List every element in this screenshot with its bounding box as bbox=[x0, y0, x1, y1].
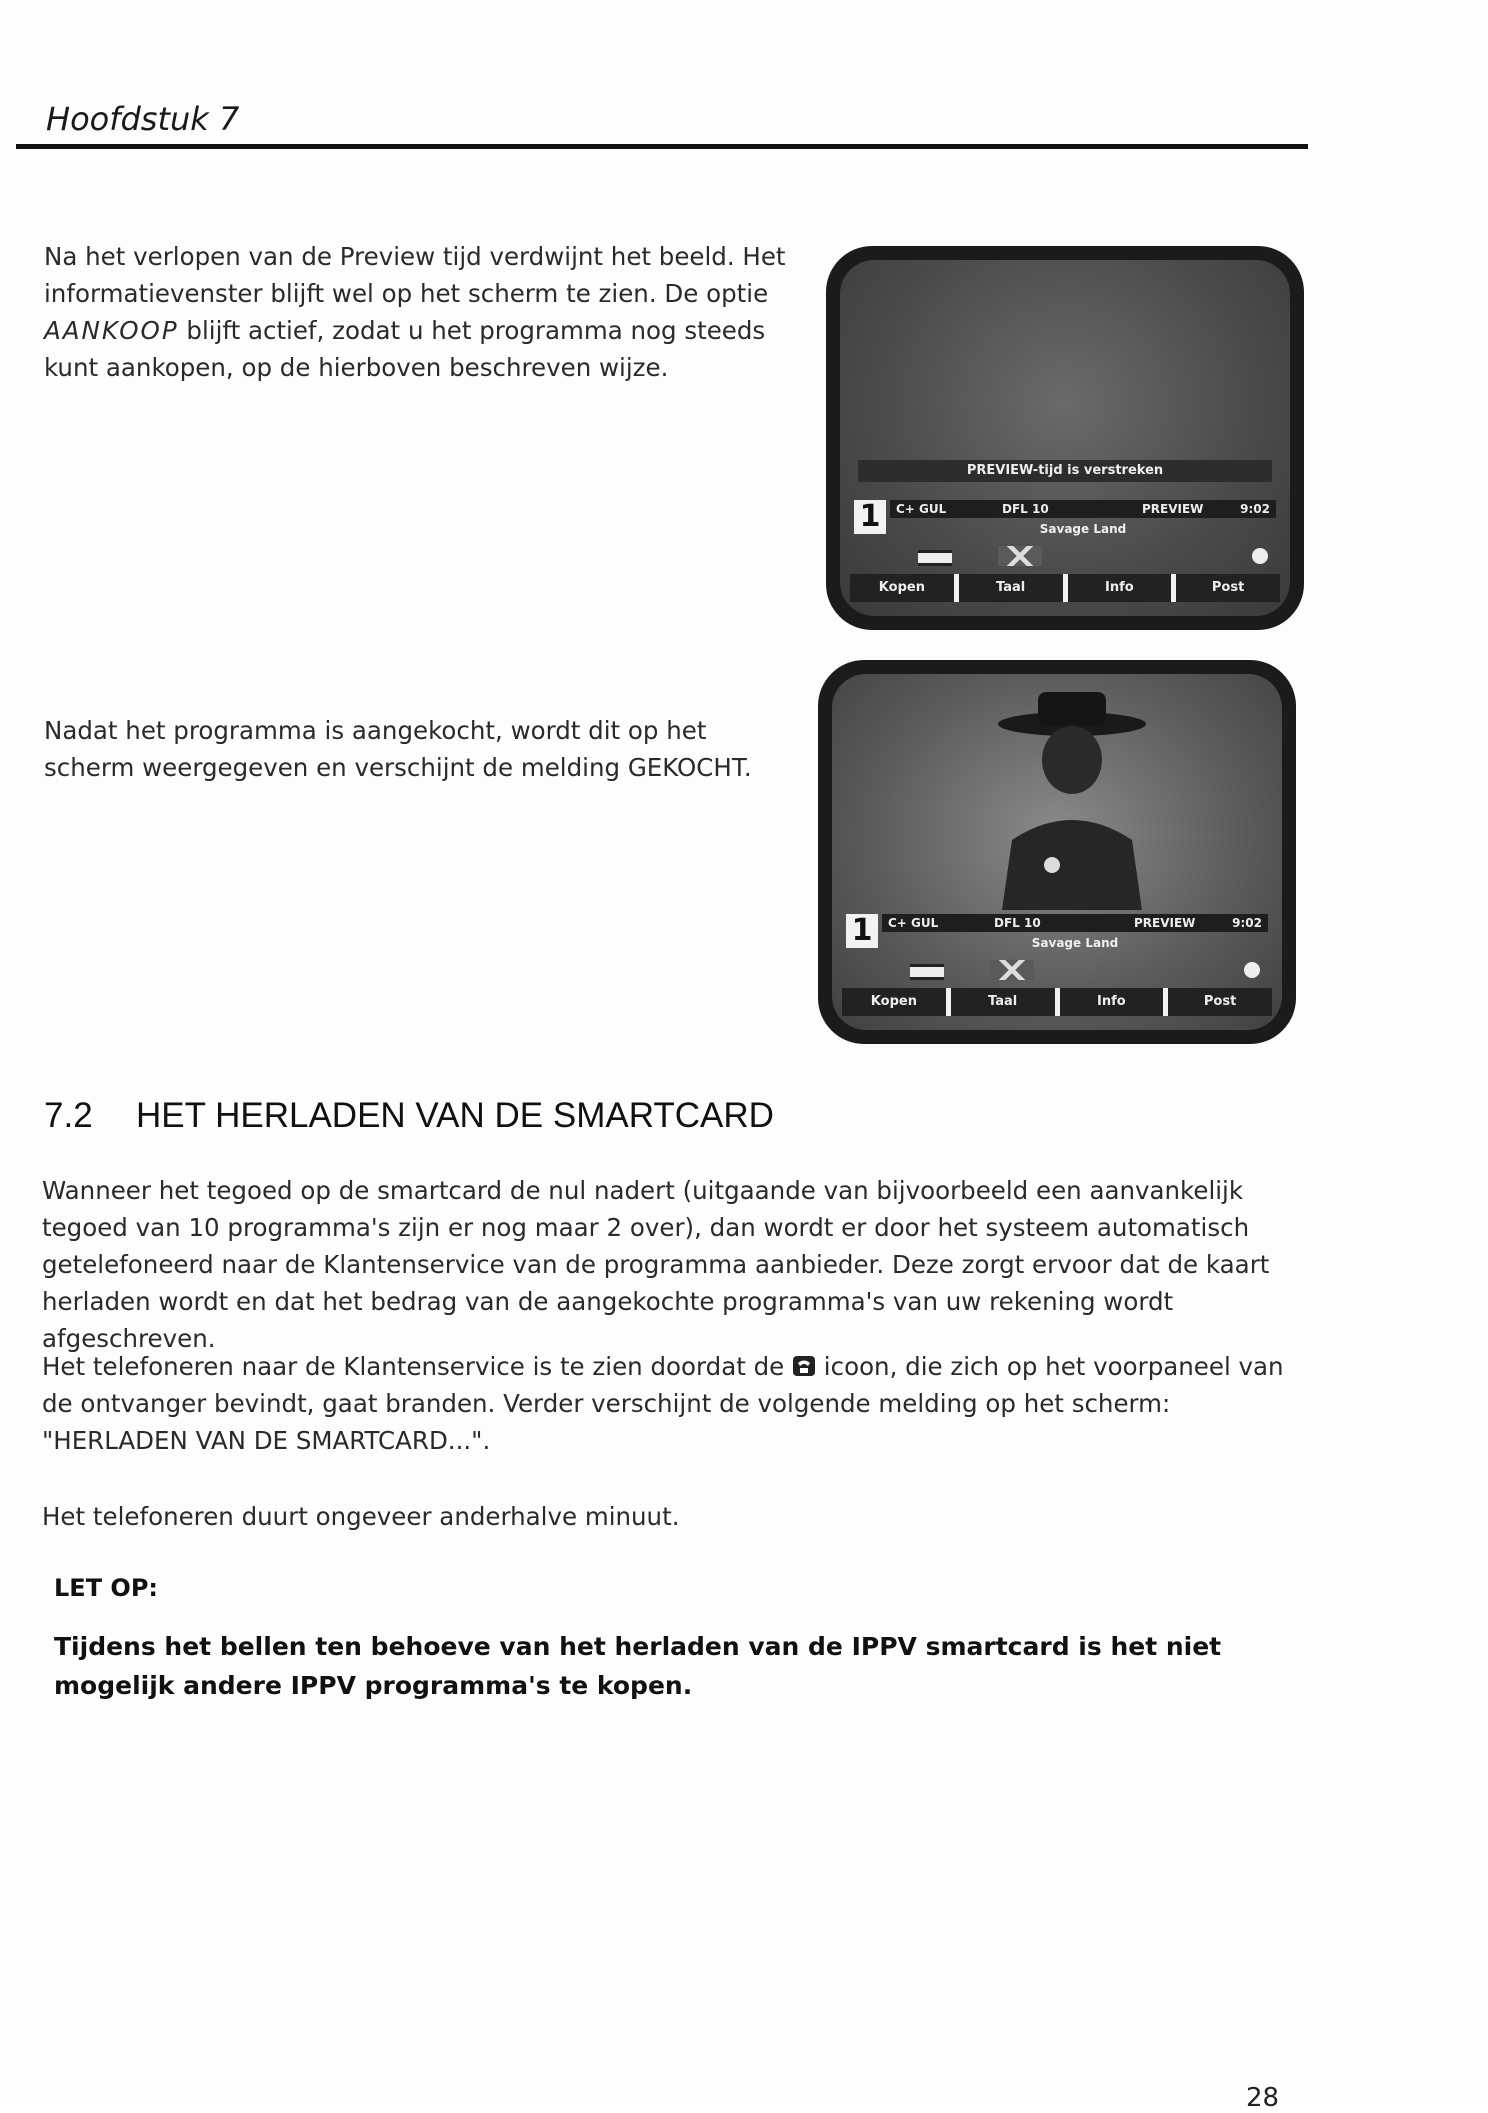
section-paragraph-2-end: icoon, die zich op het voorpaneel van de ontvanger bevindt, gaat branden. Verder verschijnt de volgende melding op het scherm: "HERLADEN VAN DE SMARTCARD...". bbox=[42, 1352, 1284, 1455]
option-kopen: Kopen bbox=[842, 988, 951, 1016]
header-rule bbox=[16, 144, 1308, 149]
channel-number: 1 bbox=[846, 914, 878, 948]
tv-screen-area bbox=[840, 260, 1290, 616]
info-bar bbox=[890, 500, 1276, 518]
section-paragraph-3: Het telefoneren duurt ongeveer anderhalve minuut. bbox=[42, 1502, 680, 1531]
option-info: Info bbox=[1060, 988, 1169, 1016]
status: PREVIEW bbox=[1142, 502, 1204, 516]
channel-name: C+ GUL bbox=[896, 502, 947, 516]
option-post: Post bbox=[1203, 994, 1237, 1009]
info-bar bbox=[882, 914, 1268, 932]
option-kopen: Kopen bbox=[850, 574, 959, 602]
tv-screen-purchased bbox=[818, 660, 1296, 1044]
option-post: Post bbox=[1211, 580, 1245, 595]
intro-paragraph-2: Nadat het programma is aangekocht, wordt dit op het scherm weergegeven en verschijnt de melding GEKOCHT. bbox=[44, 716, 752, 782]
option-bar bbox=[842, 988, 1272, 1016]
option-bar bbox=[850, 574, 1280, 602]
price: DFL 10 bbox=[1002, 502, 1049, 516]
section-paragraph-2 bbox=[42, 1348, 1304, 1459]
program-title: Savage Land bbox=[1039, 522, 1127, 536]
option-taal: Taal bbox=[951, 988, 1060, 1016]
round-indicator-icon bbox=[1244, 962, 1260, 978]
preview-expired-message: PREVIEW-tijd is verstreken bbox=[858, 460, 1272, 482]
section-paragraph-2-start: Het telefoneren naar de Klantenservice is te zien doordat de bbox=[42, 1352, 793, 1381]
status: PREVIEW bbox=[1134, 916, 1196, 930]
uk-flag-icon bbox=[998, 546, 1042, 566]
time: 9:02 bbox=[1232, 916, 1262, 930]
option-taal: Taal bbox=[959, 574, 1068, 602]
section-number: 7.2 bbox=[44, 1096, 93, 1135]
uk-flag-icon bbox=[990, 960, 1034, 980]
info-window bbox=[848, 496, 1282, 602]
tv-screen-area bbox=[832, 674, 1282, 1030]
chapter-heading: Hoofdstuk 7 bbox=[46, 100, 240, 138]
channel-name: C+ GUL bbox=[888, 916, 939, 930]
info-window bbox=[840, 910, 1274, 1016]
page-number: 28 bbox=[1246, 2083, 1280, 2113]
section-title: HET HERLADEN VAN DE SMARTCARD bbox=[136, 1096, 774, 1135]
language-flag-icon bbox=[918, 550, 952, 566]
telephone-icon bbox=[792, 1355, 816, 1377]
program-title: Savage Land bbox=[1031, 936, 1119, 950]
channel-number: 1 bbox=[854, 500, 886, 534]
intro-paragraph-1 bbox=[44, 238, 804, 386]
aankoop-term: AANKOOP bbox=[44, 316, 179, 345]
section-heading bbox=[44, 1096, 774, 1136]
tv-screen-preview-expired bbox=[826, 246, 1304, 630]
option-info: Info bbox=[1068, 574, 1177, 602]
language-flag-icon bbox=[910, 964, 944, 980]
section-paragraph-1: Wanneer het tegoed op de smartcard de nul nadert (uitgaande van bijvoorbeeld een aanvankelijk tegoed van 10 programma's zijn er nog maar 2 over), dan wordt er door het systeem automatisch getelefoneerd naar de Klantenservice van de programma aanbieder. Deze zorgt ervoor dat de kaart herladen wordt en dat het bedrag van de aangekochte programma's van uw rekening wordt afgeschreven. bbox=[42, 1176, 1270, 1353]
note-label: LET OP: bbox=[54, 1574, 159, 1602]
intro-paragraph-1-start: Na het verlopen van de Preview tijd verdwijnt het beeld. Het informatievenster blijft wel op het scherm te zien. De optie bbox=[44, 242, 786, 308]
cowboy-figure-icon bbox=[992, 690, 1152, 910]
round-indicator-icon bbox=[1252, 548, 1268, 564]
note-text: Tijdens het bellen ten behoeve van het herladen van de IPPV smartcard is het niet mogelijk andere IPPV programma's te kopen. bbox=[54, 1632, 1222, 1700]
intro-paragraph-1-end: blijft actief, zodat u het programma nog steeds kunt aankopen, op de hierboven beschreven wijze. bbox=[44, 316, 766, 382]
time: 9:02 bbox=[1240, 502, 1270, 516]
price: DFL 10 bbox=[994, 916, 1041, 930]
